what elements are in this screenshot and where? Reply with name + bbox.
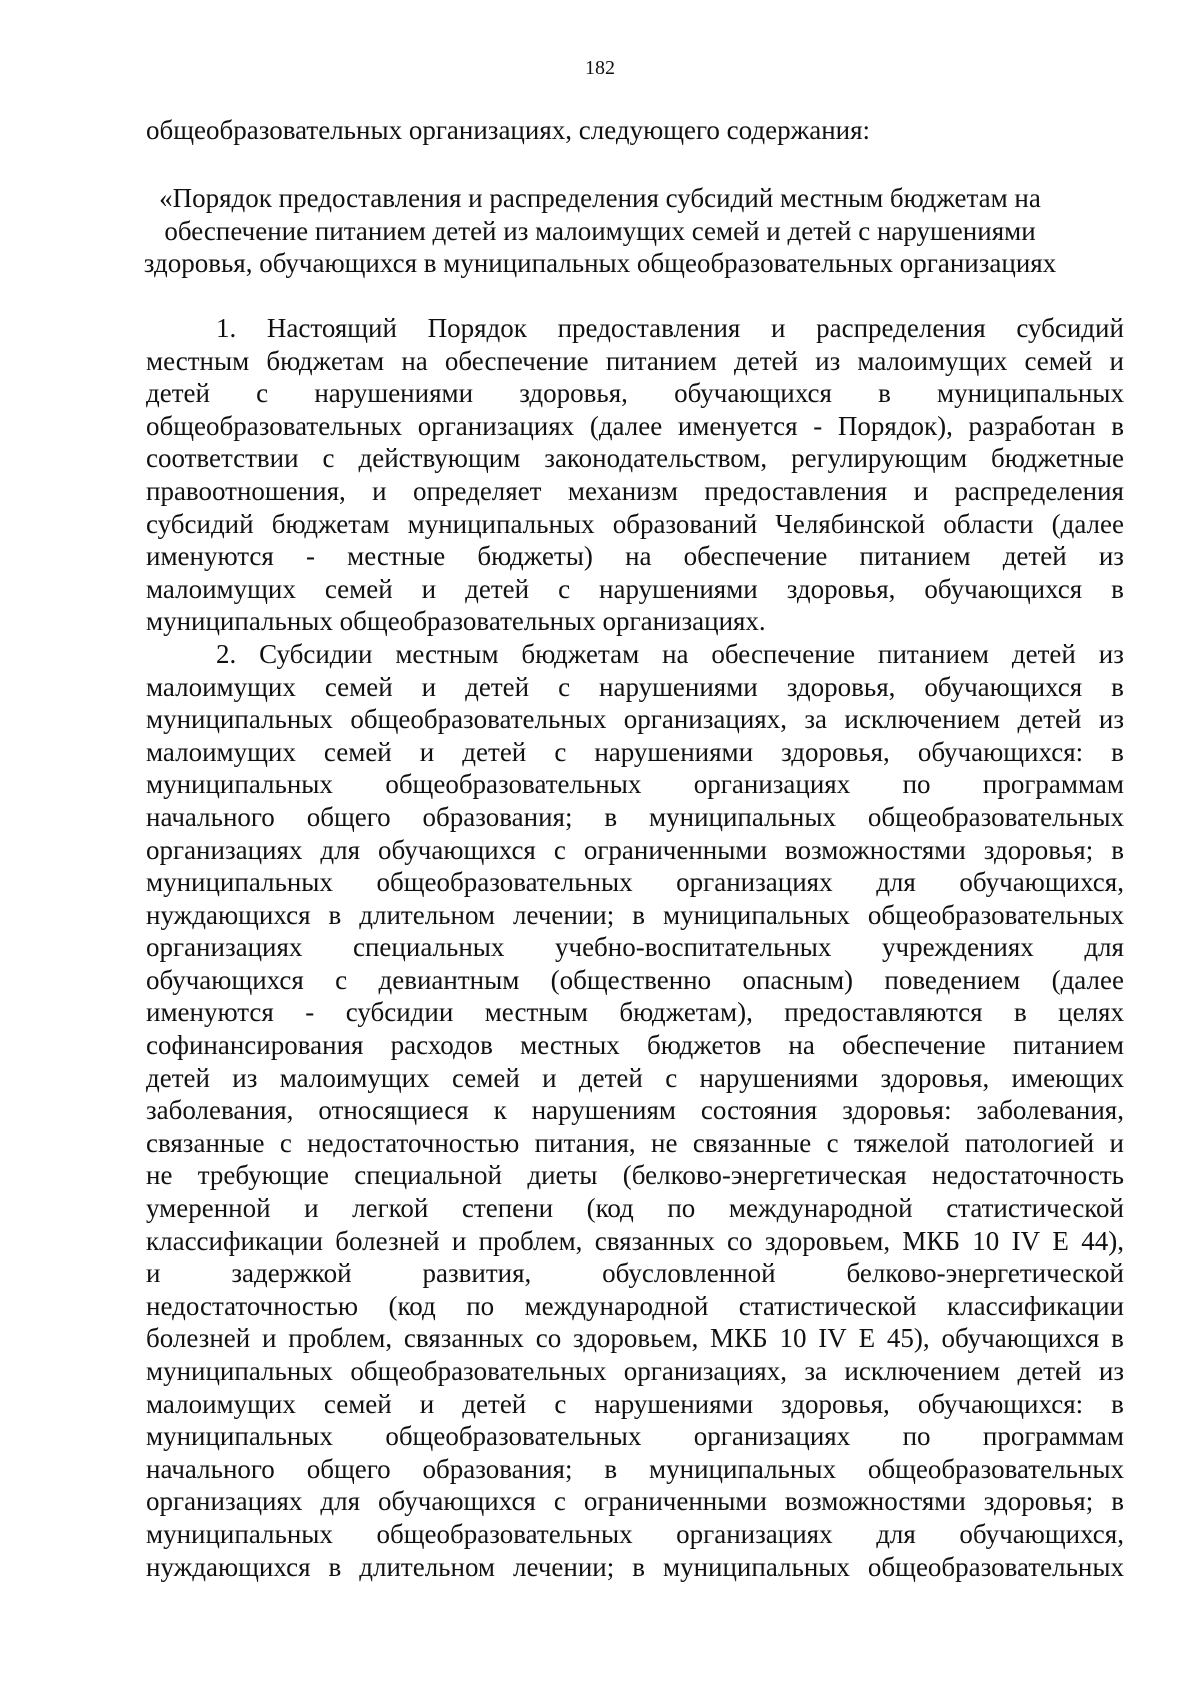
paragraph-line: местным бюджетам на обеспечение питанием детей из малоимущих семей и — [146, 345, 1124, 376]
paragraph-line: 2. Субсидии местным бюджетам на обеспечение питанием детей из — [216, 638, 1124, 669]
intro-line: общеобразовательных организациях, следующего содержания: — [146, 115, 871, 145]
paragraph-line: начального общего образования; в муниципальных общеобразовательных — [146, 1453, 1124, 1484]
paragraph-line: малоимущих семей и детей с нарушениями здоровья, обучающихся в — [146, 671, 1124, 702]
order-heading — [120, 182, 1080, 280]
paragraph-line: муниципальных общеобразовательных организациях. — [146, 606, 766, 637]
document-body — [146, 312, 1124, 1583]
paragraph-line: муниципальных общеобразовательных организациях, за исключением детей из — [146, 1356, 1124, 1386]
heading-line: здоровья, обучающихся в муниципальных общеобразовательных организациях — [143, 248, 1057, 278]
paragraph-line: организациях специальных учебно-воспитательных учреждениях для — [146, 932, 1124, 963]
heading-line: «Порядок предоставления и распределения субсидий местным бюджетам на — [159, 183, 1041, 213]
paragraph-line: малоимущих семей и детей с нарушениями здоровья, обучающихся: в — [146, 1388, 1124, 1419]
paragraph-line: субсидий бюджетам муниципальных образований Челябинской области (далее — [146, 508, 1124, 539]
paragraph-line: муниципальных общеобразовательных организациях для обучающихся, — [146, 1518, 1124, 1549]
page-number: 182 — [585, 57, 615, 79]
paragraph-line: муниципальных общеобразовательных организациях для обучающихся, — [146, 867, 1124, 898]
paragraph-line: и задержкой развития, обусловленной белково-энергетической — [146, 1258, 1124, 1289]
heading-line: обеспечение питанием детей из малоимущих семей и детей с нарушениями — [164, 215, 1036, 246]
paragraph-line: муниципальных общеобразовательных организациях, за исключением детей из — [146, 704, 1124, 735]
paragraph-line: детей из малоимущих семей и детей с нарушениями здоровья, имеющих — [146, 1062, 1124, 1093]
paragraph-line: организациях для обучающихся с ограниченными возможностями здоровья; в — [146, 834, 1124, 865]
paragraph-line: обучающихся с девиантным (общественно опасным) поведением (далее — [146, 964, 1124, 995]
paragraph-line: нуждающихся в длительном лечении; в муниципальных общеобразовательных — [146, 1551, 1124, 1582]
paragraph-line: 1. Настоящий Порядок предоставления и распределения субсидий — [216, 313, 1124, 343]
paragraph-line: недостаточностью (код по международной статистической классификации — [146, 1290, 1124, 1321]
paragraph-line: соответствии с действующим законодательством, регулирующим бюджетные — [146, 443, 1124, 474]
paragraph-line: начального общего образования; в муниципальных общеобразовательных — [146, 801, 1124, 832]
paragraph-line: нуждающихся в длительном лечении; в муниципальных общеобразовательных — [146, 899, 1124, 930]
paragraph-2 — [146, 638, 1124, 1583]
paragraph-line: правоотношения, и определяет механизм предоставления и распределения — [146, 475, 1124, 506]
paragraph-line: муниципальных общеобразовательных организациях по программам — [146, 1421, 1124, 1452]
paragraph-line: организациях для обучающихся с ограниченными возможностями здоровья; в — [146, 1486, 1124, 1517]
paragraph-line: умеренной и легкой степени (код по международной статистической — [146, 1193, 1124, 1224]
paragraph-line: не требующие специальной диеты (белково-энергетическая недостаточность — [146, 1160, 1124, 1191]
paragraph-line: малоимущих семей и детей с нарушениями здоровья, обучающихся в — [146, 573, 1124, 604]
paragraph-line: именуются - субсидии местным бюджетам), предоставляются в целях — [146, 997, 1124, 1028]
paragraph-line: детей с нарушениями здоровья, обучающихся в муниципальных — [146, 378, 1124, 409]
paragraph-line: связанные с недостаточностью питания, не связанные с тяжелой патологией и — [146, 1127, 1124, 1158]
paragraph-line: общеобразовательных организациях (далее именуется - Порядок), разработан в — [146, 410, 1124, 441]
paragraph-line: малоимущих семей и детей с нарушениями здоровья, обучающихся: в — [146, 736, 1124, 767]
paragraph-line: именуются - местные бюджеты) на обеспечение питанием детей из — [146, 541, 1124, 572]
paragraph-line: болезней и проблем, связанных со здоровьем, МКБ 10 IV E 45), обучающихся в — [146, 1323, 1124, 1354]
paragraph-line: заболевания, относящиеся к нарушениям состояния здоровья: заболевания, — [146, 1095, 1124, 1126]
paragraph-1 — [146, 312, 1124, 638]
paragraph-line: классификации болезней и проблем, связанных со здоровьем, МКБ 10 IV E 44), — [146, 1225, 1124, 1256]
paragraph-line: софинансирования расходов местных бюджетов на обеспечение питанием — [146, 1030, 1124, 1061]
paragraph-line: муниципальных общеобразовательных организациях по программам — [146, 769, 1124, 800]
